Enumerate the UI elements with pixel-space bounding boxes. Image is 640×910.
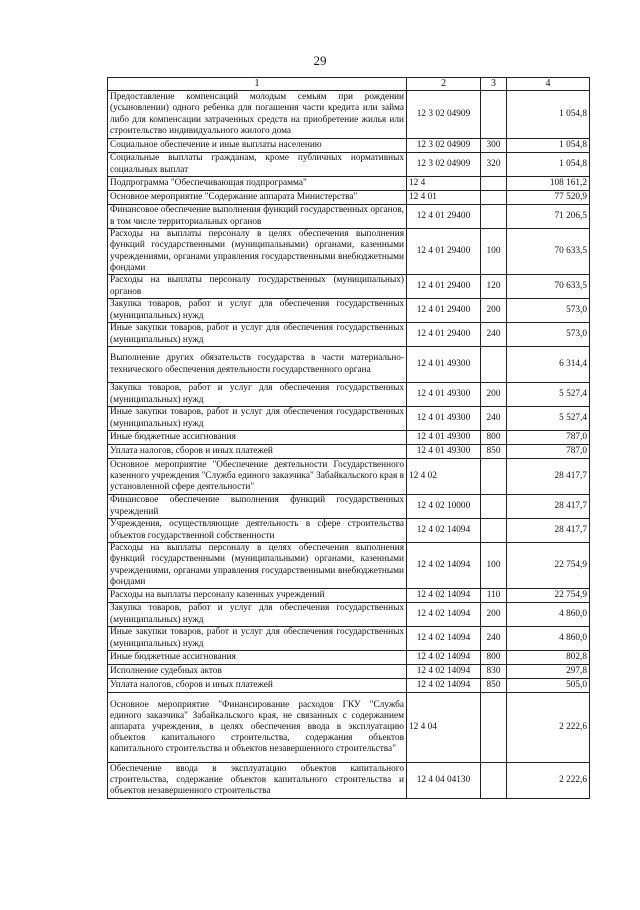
- table-row: [108, 519, 590, 543]
- row-code: 12 4 02 14094: [407, 679, 481, 693]
- row-code: 12 3 02 04909: [407, 139, 481, 153]
- table-row: [108, 543, 590, 589]
- row-code: 12 4 01 49300: [407, 431, 481, 445]
- row-code: 12 4 02 14094: [407, 603, 481, 627]
- row-code: 12 4 01 49300: [407, 407, 481, 431]
- row-name: Предоставление компенсаций молодым семьям при рождении (усыновлении) одного ребенка для погашения части кредита или займа либо для компенсации затраченных средств на приобретение жилья или строительство индивидуального жилого дома: [108, 91, 407, 139]
- row-code: 12 4 01 29400: [407, 275, 481, 299]
- row-vr: 320: [481, 153, 507, 177]
- row-code: 12 4 01 49300: [407, 445, 481, 459]
- row-amount: 71 206,5: [507, 205, 590, 229]
- row-code: 12 4 01 29400: [407, 299, 481, 323]
- row-amount: 4 860,0: [507, 627, 590, 651]
- table-row: [108, 323, 590, 347]
- row-code: 12 3 02 04909: [407, 91, 481, 139]
- row-name: Расходы на выплаты персоналу в целях обеспечения выполнения функций государственными (муниципальными) органами, казенными учреждениями, органами управления государственными внебюджетными фондами: [108, 229, 407, 275]
- table-row: [108, 407, 590, 431]
- table-row: [108, 693, 590, 763]
- page-number: 29: [313, 53, 327, 68]
- row-name: Расходы на выплаты персоналу государственных (муниципальных) органов: [108, 275, 407, 299]
- row-amount: 2 222,6: [507, 763, 590, 799]
- row-name: Закупка товаров, работ и услуг для обеспечения государственных (муниципальных) нужд: [108, 383, 407, 407]
- row-vr: 300: [481, 139, 507, 153]
- row-name: Уплата налогов, сборов и иных платежей: [108, 445, 407, 459]
- row-name: Социальные выплаты гражданам, кроме публичных нормативных социальных выплат: [108, 153, 407, 177]
- table-row: [108, 495, 590, 519]
- col-header-amount: 4: [507, 78, 590, 91]
- table-row: [108, 459, 590, 495]
- header-row: [108, 78, 590, 91]
- row-amount: 4 860,0: [507, 603, 590, 627]
- row-name: Уплата налогов, сборов и иных платежей: [108, 679, 407, 693]
- row-amount: 28 417,7: [507, 459, 590, 495]
- row-name: Расходы на выплаты персоналу казенных учреждений: [108, 589, 407, 603]
- row-vr: 120: [481, 275, 507, 299]
- row-code: 12 4 01: [407, 191, 481, 205]
- row-name: Выполнение других обязательств государства в части материально-технического обеспечения деятельности государственного органа: [108, 347, 407, 383]
- row-name: Закупка товаров, работ и услуг для обеспечения государственных (муниципальных) нужд: [108, 299, 407, 323]
- row-amount: 28 417,7: [507, 495, 590, 519]
- row-name: Иные бюджетные ассигнования: [108, 431, 407, 445]
- row-amount: 5 527,4: [507, 407, 590, 431]
- row-code: 12 4 02 14094: [407, 627, 481, 651]
- row-name: Основное мероприятие "Обеспечение деятельности Государственного казенного учреждения "Служба единого заказчика" Забайкальского края в установленной сфере деятельности": [108, 459, 407, 495]
- row-amount: 108 161,2: [507, 177, 590, 191]
- row-code: 12 4 02 10000: [407, 495, 481, 519]
- table-row: [108, 347, 590, 383]
- row-amount: 5 527,4: [507, 383, 590, 407]
- row-vr: [481, 347, 507, 383]
- row-amount: 573,0: [507, 299, 590, 323]
- row-vr: 240: [481, 323, 507, 347]
- row-name: Закупка товаров, работ и услуг для обеспечения государственных (муниципальных) нужд: [108, 603, 407, 627]
- table-row: [108, 177, 590, 191]
- row-amount: 70 633,5: [507, 229, 590, 275]
- row-vr: 110: [481, 589, 507, 603]
- row-amount: 1 054,8: [507, 139, 590, 153]
- row-vr: 100: [481, 543, 507, 589]
- row-amount: 28 417,7: [507, 519, 590, 543]
- row-vr: [481, 495, 507, 519]
- row-amount: 6 314,4: [507, 347, 590, 383]
- table-row: [108, 665, 590, 679]
- table-row: [108, 603, 590, 627]
- row-code: 12 4 01 49300: [407, 383, 481, 407]
- row-code: 12 4 02 14094: [407, 543, 481, 589]
- row-amount: 1 054,8: [507, 91, 590, 139]
- row-code: 12 4 02 14094: [407, 519, 481, 543]
- row-vr: [481, 205, 507, 229]
- budget-table: [107, 77, 590, 799]
- row-code: 12 4 02 14094: [407, 651, 481, 665]
- row-vr: 200: [481, 383, 507, 407]
- row-amount: 505,0: [507, 679, 590, 693]
- row-name: Финансовое обеспечение выполнения функций государственных учреждений: [108, 495, 407, 519]
- row-vr: 200: [481, 299, 507, 323]
- row-code: 12 4: [407, 177, 481, 191]
- row-code: 12 4 02 14094: [407, 665, 481, 679]
- row-name: Основное мероприятие "Финансирование расходов ГКУ "Служба единого заказчика" Забайкальского края, не связанных с содержанием аппарата учреждения, в целях обеспечения ввода в эксплуатацию объектов капитального строительства, содержания объектов капитального строительства и объектов незавершенного строительства": [108, 693, 407, 763]
- row-amount: 22 754,9: [507, 589, 590, 603]
- table-row: [108, 205, 590, 229]
- row-code: 12 3 02 04909: [407, 153, 481, 177]
- row-vr: 800: [481, 651, 507, 665]
- row-vr: 850: [481, 445, 507, 459]
- row-vr: [481, 191, 507, 205]
- table-row: [108, 627, 590, 651]
- row-vr: 800: [481, 431, 507, 445]
- row-name: Основное мероприятие "Содержание аппарата Министерства": [108, 191, 407, 205]
- row-vr: 240: [481, 627, 507, 651]
- row-name: Финансовое обеспечение выполнения функций государственных органов, в том числе территориальных органов: [108, 205, 407, 229]
- row-vr: [481, 763, 507, 799]
- row-code: 12 4 02 14094: [407, 589, 481, 603]
- row-vr: [481, 91, 507, 139]
- row-name: Учреждения, осуществляющие деятельность в сфере строительства объектов государственной собственности: [108, 519, 407, 543]
- row-amount: 297,8: [507, 665, 590, 679]
- table-row: [108, 299, 590, 323]
- row-code: 12 4 04: [407, 693, 481, 763]
- row-amount: 1 054,8: [507, 153, 590, 177]
- row-name: Иные бюджетные ассигнования: [108, 651, 407, 665]
- row-vr: [481, 519, 507, 543]
- table-row: [108, 445, 590, 459]
- row-vr: 830: [481, 665, 507, 679]
- row-vr: 100: [481, 229, 507, 275]
- table-row: [108, 431, 590, 445]
- row-name: Расходы на выплаты персоналу в целях обеспечения выполнения функций государственными (муниципальными) органами, казенными учреждениями, органами управления государственными внебюджетными фондами: [108, 543, 407, 589]
- table-row: [108, 139, 590, 153]
- row-name: Социальное обеспечение и иные выплаты населению: [108, 139, 407, 153]
- row-name: Иные закупки товаров, работ и услуг для обеспечения государственных (муниципальных) нужд: [108, 323, 407, 347]
- table-row: [108, 651, 590, 665]
- row-code: 12 4 01 49300: [407, 347, 481, 383]
- row-code: 12 4 01 29400: [407, 323, 481, 347]
- table-row: [108, 383, 590, 407]
- table-row: [108, 589, 590, 603]
- row-vr: [481, 177, 507, 191]
- row-vr: 200: [481, 603, 507, 627]
- col-header-code: 2: [407, 78, 481, 91]
- row-code: 12 4 04 04130: [407, 763, 481, 799]
- row-code: 12 4 01 29400: [407, 229, 481, 275]
- row-amount: 787,0: [507, 445, 590, 459]
- col-header-name: 1: [108, 78, 407, 91]
- row-amount: 2 222,6: [507, 693, 590, 763]
- table-row: [108, 275, 590, 299]
- row-code: 12 4 02: [407, 459, 481, 495]
- row-vr: [481, 693, 507, 763]
- row-amount: 573,0: [507, 323, 590, 347]
- row-amount: 70 633,5: [507, 275, 590, 299]
- table-row: [108, 229, 590, 275]
- row-vr: 850: [481, 679, 507, 693]
- row-name: Обеспечение ввода в эксплуатацию объектов капитального строительства, содержание объектов капитального строительства и объектов незавершенного строительства: [108, 763, 407, 799]
- row-name: Подпрограмма "Обеспечивающая подпрограмма": [108, 177, 407, 191]
- table-row: [108, 153, 590, 177]
- row-amount: 787,0: [507, 431, 590, 445]
- table-row: [108, 763, 590, 799]
- table-row: [108, 191, 590, 205]
- row-amount: 802,8: [507, 651, 590, 665]
- row-amount: 77 520,9: [507, 191, 590, 205]
- row-name: Иные закупки товаров, работ и услуг для обеспечения государственных (муниципальных) нужд: [108, 627, 407, 651]
- col-header-vr: 3: [481, 78, 507, 91]
- row-vr: [481, 459, 507, 495]
- row-amount: 22 754,9: [507, 543, 590, 589]
- table-row: [108, 679, 590, 693]
- table-row: [108, 91, 590, 139]
- row-code: 12 4 01 29400: [407, 205, 481, 229]
- row-vr: 240: [481, 407, 507, 431]
- row-name: Исполнение судебных актов: [108, 665, 407, 679]
- row-name: Иные закупки товаров, работ и услуг для обеспечения государственных (муниципальных) нужд: [108, 407, 407, 431]
